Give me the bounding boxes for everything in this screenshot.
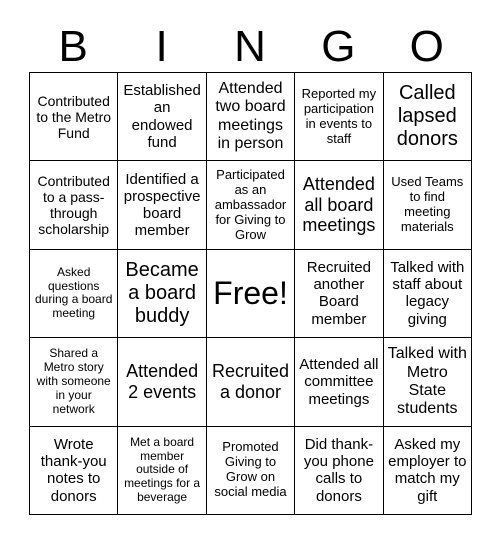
bingo-cell: Talked with Metro State students xyxy=(384,338,472,426)
bingo-cell: Participated as an ambassador for Giving to Grow xyxy=(207,161,295,249)
bingo-cell: Contributed to a pass-through scholarship xyxy=(30,161,118,249)
bingo-cell: Attended 2 events xyxy=(118,338,206,426)
header-letter-n: N xyxy=(234,22,266,71)
free-space: Free! xyxy=(207,250,295,338)
bingo-cell: Attended all committee meetings xyxy=(295,338,383,426)
bingo-cell: Attended all board meetings xyxy=(295,161,383,249)
bingo-cell: Identified a prospective board member xyxy=(118,161,206,249)
bingo-cell: Called lapsed donors xyxy=(384,73,472,161)
bingo-cell: Contributed to the Metro Fund xyxy=(30,73,118,161)
bingo-cell: Talked with staff about legacy giving xyxy=(384,250,472,338)
bingo-cell: Became a board buddy xyxy=(118,250,206,338)
bingo-cell: Promoted Giving to Grow on social media xyxy=(207,427,295,515)
bingo-cell: Wrote thank-you notes to donors xyxy=(30,427,118,515)
bingo-cell: Met a board member outside of meetings for a beverage xyxy=(118,427,206,515)
bingo-cell: Did thank-you phone calls to donors xyxy=(295,427,383,515)
bingo-cell: Asked questions during a board meeting xyxy=(30,250,118,338)
bingo-cell: Shared a Metro story with someone in your network xyxy=(30,338,118,426)
bingo-cell: Recruited a donor xyxy=(207,338,295,426)
header-letter-g: G xyxy=(321,22,356,71)
header-letter-o: O xyxy=(409,22,444,71)
bingo-cell: Used Teams to find meeting materials xyxy=(384,161,472,249)
bingo-grid xyxy=(29,72,472,515)
bingo-cell: Established an endowed fund xyxy=(118,73,206,161)
header-letter-b: B xyxy=(58,22,88,71)
bingo-header xyxy=(29,22,471,72)
bingo-cell: Attended two board meetings in person xyxy=(207,73,295,161)
bingo-cell: Asked my employer to match my gift xyxy=(384,427,472,515)
bingo-cell: Recruited another Board member xyxy=(295,250,383,338)
bingo-cell: Reported my participation in events to staff xyxy=(295,73,383,161)
header-letter-i: I xyxy=(155,22,168,71)
